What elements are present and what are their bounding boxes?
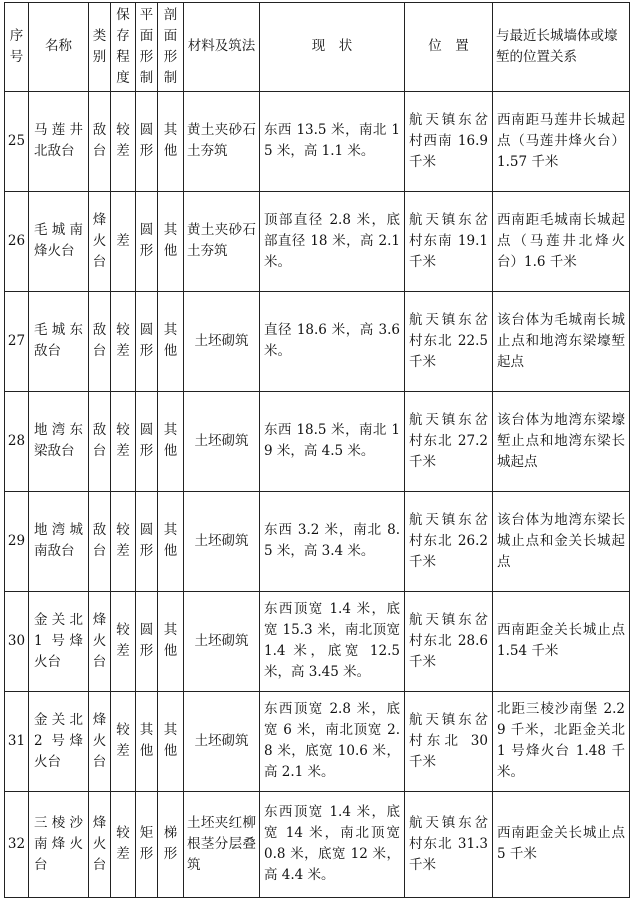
cell-plan-shape: 矩形 xyxy=(136,791,158,897)
cell-relation: 该台体为毛城南长城止点和地湾东梁壕堑起点 xyxy=(493,291,630,391)
cell-material: 黄土夹砂石土夯筑 xyxy=(184,91,260,191)
cell-category: 烽火台 xyxy=(89,191,111,291)
cell-name: 地湾城南敌台 xyxy=(29,491,89,591)
cell-preservation: 较差 xyxy=(111,291,136,391)
cell-preservation: 较差 xyxy=(111,791,136,897)
header-category: 类别 xyxy=(89,3,111,92)
cell-relation: 该台体为地湾东梁长城止点和金关长城起点 xyxy=(493,491,630,591)
table-row xyxy=(5,591,630,691)
cell-section-shape: 其他 xyxy=(158,91,184,191)
cell-material: 土坯砌筑 xyxy=(184,491,260,591)
cell-preservation: 较差 xyxy=(111,91,136,191)
cell-category: 烽火台 xyxy=(89,591,111,691)
cell-status: 东西顶宽 2.8 米，底宽 6 米，南北顶宽 2.8 米，底宽 10.6 米，高 2.1 米。 xyxy=(260,691,405,791)
cell-section-shape: 其他 xyxy=(158,491,184,591)
cell-material: 土坯砌筑 xyxy=(184,591,260,691)
cell-status: 东西 3.2 米，南北 8.5 米，高 3.4 米。 xyxy=(260,491,405,591)
cell-category: 敌台 xyxy=(89,91,111,191)
cell-relation: 西南距毛城南长城起点（马莲井北烽火台）1.6 千米 xyxy=(493,191,630,291)
cell-seq: 31 xyxy=(5,691,29,791)
cell-section-shape: 其他 xyxy=(158,591,184,691)
cell-relation: 北距三棱沙南堡 2.29 千米，北距金关北 1 号烽火台 1.48 千米。 xyxy=(493,691,630,791)
cell-section-shape: 其他 xyxy=(158,191,184,291)
cell-preservation: 较差 xyxy=(111,491,136,591)
cell-category: 敌台 xyxy=(89,391,111,491)
cell-section-shape: 其他 xyxy=(158,391,184,491)
cell-seq: 27 xyxy=(5,291,29,391)
header-seq: 序号 xyxy=(5,3,29,92)
cell-material: 土坯夹红柳根茎分层叠筑 xyxy=(184,791,260,897)
table-row xyxy=(5,691,630,791)
cell-plan-shape: 圆形 xyxy=(136,391,158,491)
cell-status: 顶部直径 2.8 米，底部直径 18 米，高 2.1 米。 xyxy=(260,191,405,291)
table-header-row xyxy=(5,3,630,92)
cell-seq: 32 xyxy=(5,791,29,897)
cell-name: 毛城东敌台 xyxy=(29,291,89,391)
table-row xyxy=(5,391,630,491)
cell-relation: 西南距金关长城止点 1.54 千米 xyxy=(493,591,630,691)
cell-status: 东西顶宽 1.4 米，底宽 14 米，南北顶宽 0.8 米，底宽 12 米，高 4.4 米。 xyxy=(260,791,405,897)
table-row xyxy=(5,491,630,591)
cell-location: 航天镇东岔村东北 26.2 千米 xyxy=(405,491,493,591)
cell-category: 敌台 xyxy=(89,291,111,391)
cell-preservation: 较差 xyxy=(111,591,136,691)
cell-status: 东西 13.5 米，南北 15 米，高 1.1 米。 xyxy=(260,91,405,191)
cell-location: 航天镇东岔村东北 27.2 千米 xyxy=(405,391,493,491)
cell-material: 黄土夹砂石土夯筑 xyxy=(184,191,260,291)
cell-seq: 25 xyxy=(5,91,29,191)
cell-plan-shape: 其他 xyxy=(136,691,158,791)
cell-name: 金关北 1 号烽火台 xyxy=(29,591,89,691)
cell-material: 土坯砌筑 xyxy=(184,391,260,491)
header-preservation: 保存程度 xyxy=(111,3,136,92)
cell-plan-shape: 圆形 xyxy=(136,191,158,291)
cell-plan-shape: 圆形 xyxy=(136,591,158,691)
cell-status: 直径 18.6 米，高 3.6 米。 xyxy=(260,291,405,391)
table-row xyxy=(5,191,630,291)
cell-seq: 28 xyxy=(5,391,29,491)
cell-name: 马莲井北敌台 xyxy=(29,91,89,191)
cell-category: 烽火台 xyxy=(89,691,111,791)
header-relation: 与最近长城墙体或壕堑的位置关系 xyxy=(493,3,630,92)
cell-location: 航天镇东岔村东南 19.1 千米 xyxy=(405,191,493,291)
table-row xyxy=(5,791,630,897)
cell-preservation: 较差 xyxy=(111,691,136,791)
cell-name: 毛城南烽火台 xyxy=(29,191,89,291)
cell-name: 三棱沙南烽火台 xyxy=(29,791,89,897)
header-name: 名称 xyxy=(29,3,89,92)
cell-location: 航天镇东岔村西南 16.9 千米 xyxy=(405,91,493,191)
cell-plan-shape: 圆形 xyxy=(136,91,158,191)
cell-section-shape: 其他 xyxy=(158,691,184,791)
cell-status: 东西顶宽 1.4 米，底宽 15.3 米，南北顶宽 1.4 米，底宽 12.5 米，高 3.45 米。 xyxy=(260,591,405,691)
cell-material: 土坯砌筑 xyxy=(184,691,260,791)
header-plan-shape: 平面形制 xyxy=(136,3,158,92)
cell-category: 敌台 xyxy=(89,491,111,591)
table-row xyxy=(5,91,630,191)
cell-preservation: 较差 xyxy=(111,391,136,491)
header-material: 材料及筑法 xyxy=(184,3,260,92)
cell-status: 东西 18.5 米，南北 19 米，高 4.5 米。 xyxy=(260,391,405,491)
cell-name: 金关北2 号烽火台 xyxy=(29,691,89,791)
cell-seq: 29 xyxy=(5,491,29,591)
cell-location: 航天镇东岔村东北 28.6 千米 xyxy=(405,591,493,691)
cell-preservation: 差 xyxy=(111,191,136,291)
cell-section-shape: 梯形 xyxy=(158,791,184,897)
cell-material: 土坯砌筑 xyxy=(184,291,260,391)
header-section-shape: 剖面形制 xyxy=(158,3,184,92)
cell-relation: 该台体为地湾东梁壕堑止点和地湾东梁长城起点 xyxy=(493,391,630,491)
cell-location: 航天镇东岔村东北 22.5 千米 xyxy=(405,291,493,391)
header-status: 现 状 xyxy=(260,3,405,92)
cell-plan-shape: 圆形 xyxy=(136,291,158,391)
cell-section-shape: 其他 xyxy=(158,291,184,391)
cell-relation: 西南距马莲井长城起点（马莲井烽火台）1.57 千米 xyxy=(493,91,630,191)
great-wall-sites-table xyxy=(4,2,630,898)
cell-seq: 26 xyxy=(5,191,29,291)
cell-category: 烽火台 xyxy=(89,791,111,897)
cell-plan-shape: 圆形 xyxy=(136,491,158,591)
cell-location: 航天镇东岔村东北 31.3 千米 xyxy=(405,791,493,897)
cell-location: 航天镇东岔村东北 30 千米 xyxy=(405,691,493,791)
cell-seq: 30 xyxy=(5,591,29,691)
header-location: 位 置 xyxy=(405,3,493,92)
table-row xyxy=(5,291,630,391)
cell-name: 地湾东梁敌台 xyxy=(29,391,89,491)
cell-relation: 西南距金关长城止点 5 千米 xyxy=(493,791,630,897)
